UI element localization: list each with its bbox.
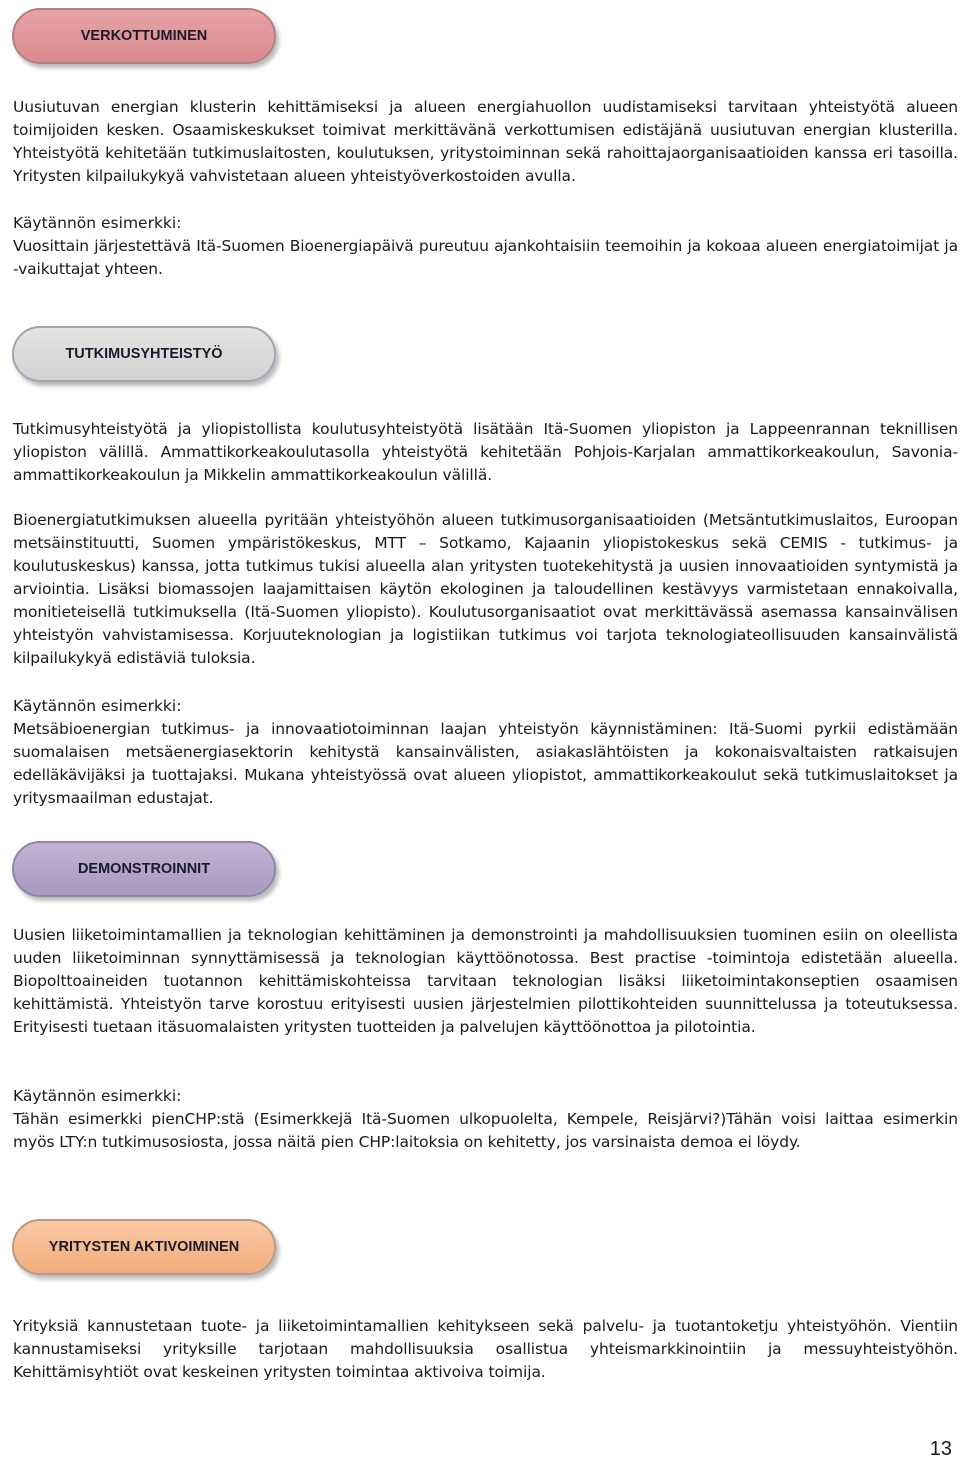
example-text: Metsäbioenergian tutkimus- ja innovaatiotoiminnan laajan yhteistyön käynnistäminen: Itä-Suomi pyrkii edistämään suomalaisen metsäenergiasektorin kehitystä kansainvälisten, asiakaslähtöisten ja kokonaisvaltaisten ratkaisujen edelläkävijäksi ja tuottajaksi. Mukana yhteistyössä ovat alueen yliopistot, ammattikorkeakoulut sekä tutkimuslaitokset ja yritysmaailman edustajat. bbox=[13, 720, 958, 807]
paragraph-demonstroinnit: Uusien liiketoimintamallien ja teknologian kehittäminen ja demonstrointi ja mahdollisuuksien tuominen esiin on oleellista uuden liiketoiminnan synnyttämisessä ja teknologian käyttöönotossa. Best practise -toimintoja edistetään alueella. Biopolttoaineiden tuotannon kehittämiskohteissa tarvitaan teknologian lisäksi liiketoimintakonseptien osaamisen kehittämistä. Yhteistyön tarve korostuu erityisesti uusien järjestelmien pilottikohteiden suunnittelussa ja toteutuksessa. Erityisesti tuetaan itäsuomalaisten yritysten tuotteiden ja palvelujen käyttöönottoa ja pilotointia. bbox=[13, 926, 958, 1036]
section-heading-tutkimusyhteistyo: TUTKIMUSYHTEISTYÖ bbox=[12, 326, 276, 382]
paragraph-verkottuminen: Uusiutuvan energian klusterin kehittämiseksi ja alueen energiahuollon uudistamiseksi tarvitaan yhteistyötä alueen toimijoiden kesken. Osaamiskeskukset toimivat merkittävänä verkottumisen edistäjänä uusiutuvan energian klusterilla. Yhteistyötä kehitetään tutkimuslaitosten, koulutuksen, yritystoiminnan sekä rahoittajaorganisaatioiden kanssa eri tasoilla. Yritysten kilpailukykyä vahvistetaan alueen yhteistyöverkostoiden avulla. bbox=[13, 98, 958, 185]
paragraph-yritysten-aktivoiminen: Yrityksiä kannustetaan tuote- ja liiketoimintamallien kehitykseen sekä palvelu- ja tuotantoketju yhteistyöhön. Vientiin kannustamiseksi yrityksille tarjotaan mahdollisuuksia osallistua yhteismarkkinointiin ja messuyhteistyöhön. Kehittämisyhtiöt ovat keskeinen yritysten toimintaa aktivoiva toimija. bbox=[13, 1317, 958, 1381]
example-label: Käytännön esimerkki: bbox=[13, 1087, 182, 1105]
section-heading-yritysten-aktivoiminen: YRITYSTEN AKTIVOIMINEN bbox=[12, 1219, 276, 1275]
example-label: Käytännön esimerkki: bbox=[13, 697, 182, 715]
section-heading-verkottuminen: VERKOTTUMINEN bbox=[12, 8, 276, 64]
paragraph-tutkimusyhteistyo-1: Tutkimusyhteistyötä ja yliopistollista koulutusyhteistyötä lisätään Itä-Suomen yliopiston ja Lappeenrannan teknillisen yliopiston välillä. Ammattikorkeakoulutasolla yhteistyötä kehitetään Pohjois-Karjalan ammattikorkeakoulun, Savonia-ammattikorkeakoulun ja Mikkelin ammattikorkeakoulun välillä. bbox=[13, 420, 958, 484]
paragraph-tutkimusyhteistyo-2: Bioenergiatutkimuksen alueella pyritään yhteistyöhön alueen tutkimusorganisaatioiden (Metsäntutkimuslaitos, Euroopan metsäinstituutti, Suomen ympäristökeskus, MTT – Sotkamo, Kajaanin yliopistokeskus sekä CEMIS - tutkimus- ja koulutuskeskus) kanssa, jotta tutkimus tukisi alueella alan yritysten tuotekehitystä ja uusien innovaatioiden syntymistä ja arviointia. Lisäksi biomassojen laajamittaisen käytön ekologinen ja taloudellinen kestävyys varmistetaan ennakoivalla, monitieteisellä tutkimuksella (Itä-Suomen yliopisto). Koulutusorganisaatiot ovat merkittävässä asemassa kansainvälisen yhteistyön vahvistamisessa. Korjuuteknologian ja logistiikan tutkimus voi tarjota teknologiateollisuuden kansainvälistä kilpailukykyä edistäviä tuloksia. bbox=[13, 511, 958, 667]
example-label: Käytännön esimerkki: bbox=[13, 214, 182, 232]
example-text: Vuosittain järjestettävä Itä-Suomen Bioenergiapäivä pureutuu ajankohtaisiin teemoihin ja kokoaa alueen energiatoimijat ja -vaikuttajat yhteen. bbox=[13, 237, 958, 278]
section-heading-demonstroinnit: DEMONSTROINNIT bbox=[12, 841, 276, 897]
example-text: Tähän esimerkki pienCHP:stä (Esimerkkejä Itä-Suomen ulkopuolelta, Kempele, Reisjärvi?)Tähän voisi laittaa esimerkin myös LTY:n tutkimusosiosta, jossa näitä pien CHP:laitoksia on kehitetty, jos varsinaista demoa ei löydy. bbox=[13, 1110, 958, 1151]
page-number: 13 bbox=[929, 1438, 952, 1460]
